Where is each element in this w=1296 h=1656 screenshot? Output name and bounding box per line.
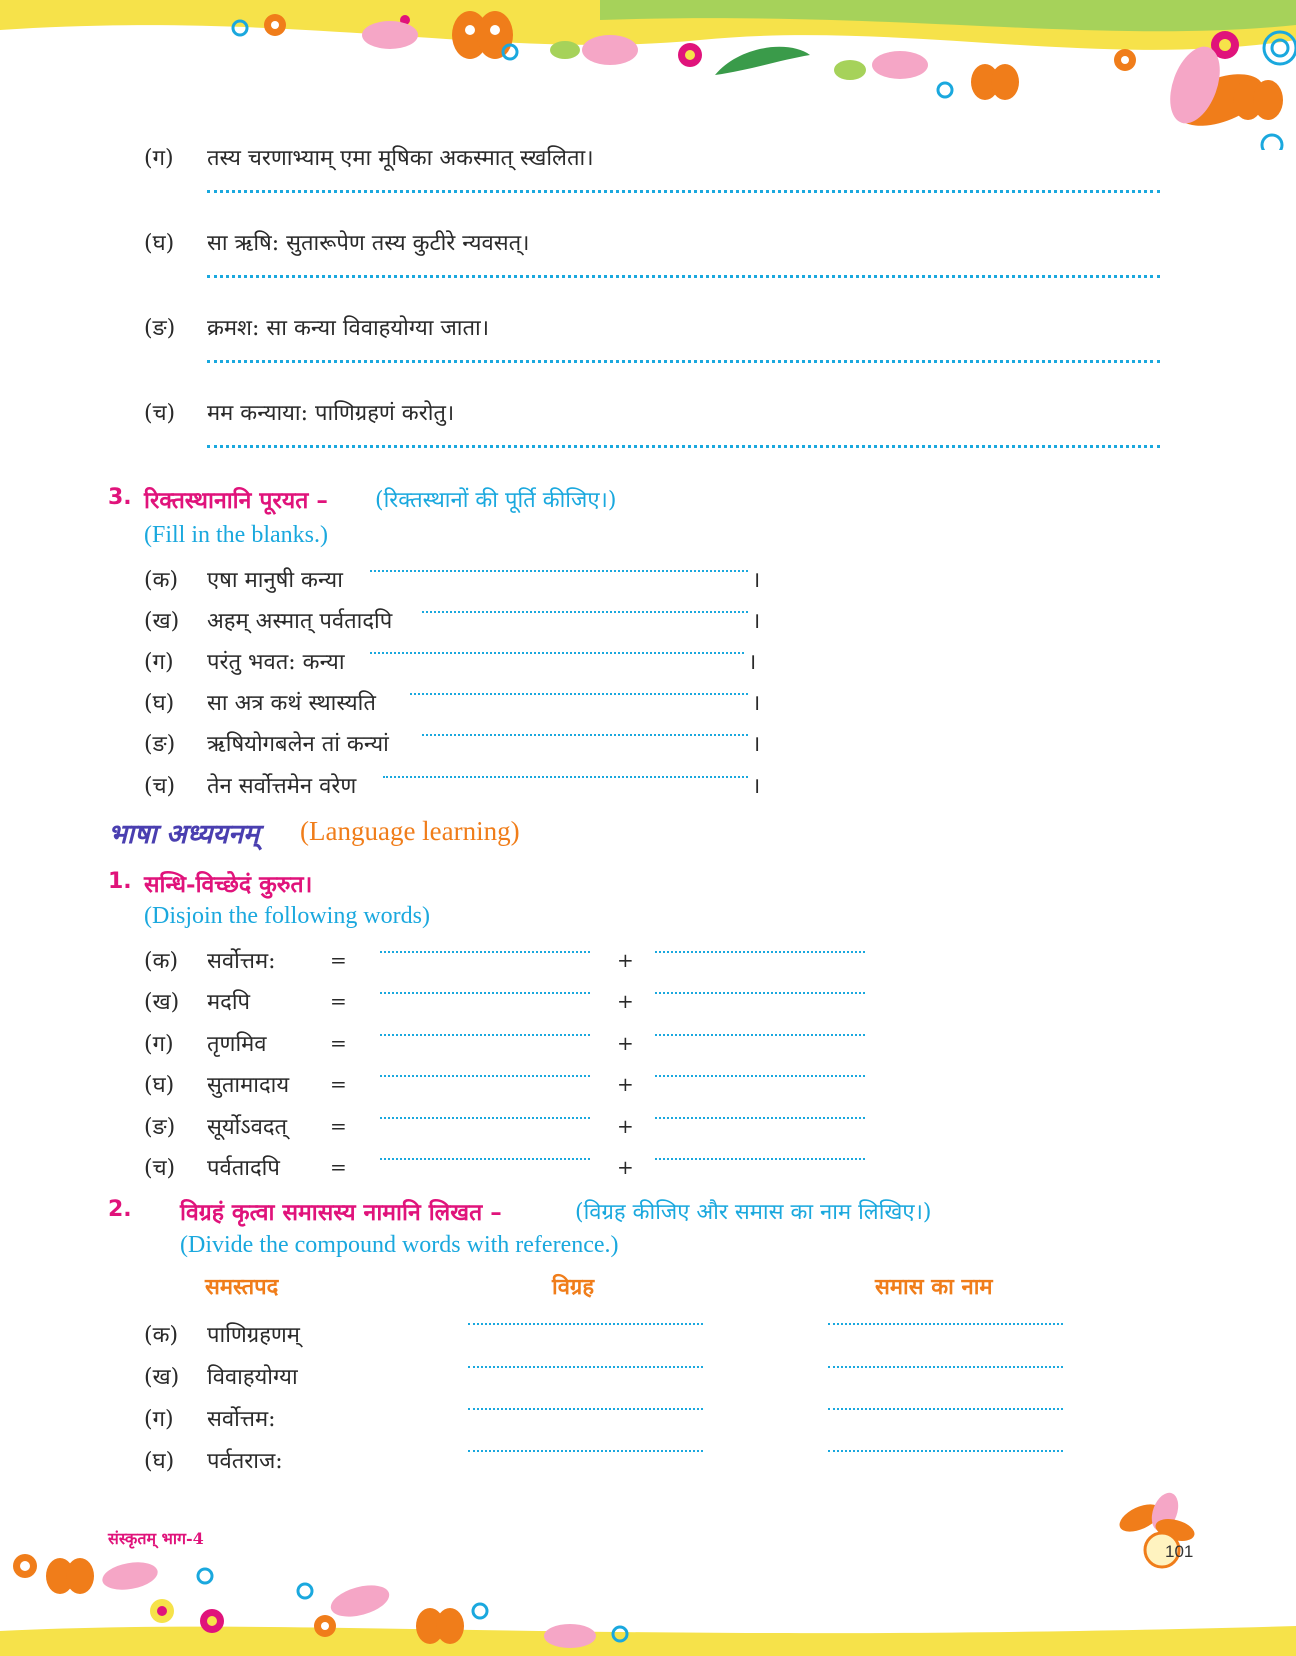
item-label: (च) [144, 401, 176, 426]
item-text: पर्वतराज: [207, 1449, 283, 1474]
item-label: (घ) [144, 1449, 175, 1474]
item-text: अहम् अस्मात् पर्वतादपि [207, 609, 393, 634]
item-text: सर्वोत्तम: [207, 1407, 276, 1432]
item-text: एषा मानुषी कन्या [207, 568, 343, 593]
plus-sign: + [617, 1031, 634, 1055]
question-number: 2. [108, 1197, 132, 1222]
question-title: विग्रहं कृत्वा समासस्य नामानि लिखत – [180, 1199, 502, 1226]
item-label: (क) [144, 949, 179, 974]
question-title: सन्धि-विच्छेदं कुरुत। [144, 871, 313, 898]
butterfly-icon [971, 64, 1283, 120]
item-text: तृणमिव [207, 1032, 267, 1057]
item-label: (ख) [144, 1365, 180, 1390]
plus-sign: + [617, 1114, 634, 1138]
item-label: (ग) [144, 1407, 174, 1432]
blank-line[interactable] [655, 992, 865, 994]
danda: । [752, 774, 761, 799]
item-label: (घ) [144, 691, 175, 716]
column-header: विग्रह [552, 1274, 595, 1300]
danda: । [752, 691, 761, 716]
answer-line[interactable] [207, 445, 1160, 448]
blank-line[interactable] [828, 1450, 1063, 1452]
blank-line[interactable] [655, 1158, 865, 1160]
danda: । [752, 732, 761, 757]
item-text: सूर्योऽवदत् [207, 1115, 288, 1140]
item-text: सा ऋषि: सुतारूपेण तस्य कुटीरे न्यवसत्। [207, 231, 530, 256]
item-label: (घ) [144, 1073, 175, 1098]
blank-line[interactable] [828, 1366, 1063, 1368]
question-english: (Disjoin the following words) [144, 903, 430, 929]
item-text: मदपि [207, 990, 251, 1015]
blank-line[interactable] [468, 1408, 703, 1410]
blank-line[interactable] [468, 1366, 703, 1368]
question-english: (Divide the compound words with reference.) [180, 1232, 619, 1258]
blank-line[interactable] [655, 1034, 865, 1036]
danda: । [752, 568, 761, 593]
blank-line[interactable] [380, 1117, 590, 1119]
item-label: (ग) [144, 1032, 174, 1057]
blank-line[interactable] [380, 1034, 590, 1036]
blank-line[interactable] [410, 693, 748, 695]
item-text: परंतु भवत: कन्या [207, 650, 345, 675]
page-number: 101 [1165, 1542, 1194, 1561]
blank-line[interactable] [468, 1323, 703, 1325]
item-text: ऋषियोगबलेन तां कन्यां [207, 732, 389, 757]
plus-sign: + [617, 989, 634, 1013]
item-label: (ङ) [144, 316, 176, 341]
item-label: (च) [144, 774, 176, 799]
section-title: भाषा अध्ययनम् [108, 819, 260, 850]
item-label: (घ) [144, 231, 175, 256]
item-text: तेन सर्वोत्तमेन वरेण [207, 774, 357, 799]
item-label: (क) [144, 568, 179, 593]
item-text: पाणिग्रहणम् [207, 1323, 300, 1348]
plus-sign: + [617, 1072, 634, 1096]
question-number: 1. [108, 869, 132, 894]
danda: । [748, 650, 757, 675]
question-hindi: (रिक्तस्थानों की पूर्ति कीजिए।) [375, 488, 617, 513]
blank-line[interactable] [655, 951, 865, 953]
item-label: (ख) [144, 990, 180, 1015]
blank-line[interactable] [422, 734, 748, 736]
blank-line[interactable] [422, 611, 748, 613]
question-title: रिक्तस्थानानि पूरयत – [144, 487, 328, 514]
blank-line[interactable] [370, 570, 748, 572]
item-text: विवाहयोग्या [207, 1365, 298, 1390]
column-header: समस्तपद [205, 1274, 279, 1300]
blank-line[interactable] [380, 951, 590, 953]
item-label: (ग) [144, 650, 174, 675]
item-label: (ङ) [144, 732, 176, 757]
item-label: (च) [144, 1156, 176, 1181]
equals-sign: = [330, 1031, 347, 1055]
blank-line[interactable] [380, 992, 590, 994]
answer-line[interactable] [207, 275, 1160, 278]
blank-line[interactable] [655, 1117, 865, 1119]
item-text: तस्य चरणाभ्याम् एमा मूषिका अकस्मात् स्खलिता। [207, 146, 594, 171]
book-title: संस्कृतम् भाग-4 [108, 1529, 204, 1548]
answer-line[interactable] [207, 190, 1160, 193]
item-text: पर्वतादपि [207, 1156, 280, 1181]
column-header: समास का नाम [875, 1274, 993, 1300]
top-floral-border [0, 0, 1296, 150]
blank-line[interactable] [370, 652, 744, 654]
question-english: (Fill in the blanks.) [144, 522, 328, 548]
item-text: सुतामादाय [207, 1073, 290, 1098]
bottom-floral-border [0, 1536, 1296, 1656]
blank-line[interactable] [828, 1323, 1063, 1325]
blank-line[interactable] [828, 1408, 1063, 1410]
answer-line[interactable] [207, 360, 1160, 363]
item-text: सर्वोत्तम: [207, 949, 276, 974]
item-label: (क) [144, 1323, 179, 1348]
equals-sign: = [330, 1155, 347, 1179]
blank-line[interactable] [655, 1075, 865, 1077]
blank-line[interactable] [380, 1158, 590, 1160]
equals-sign: = [330, 1114, 347, 1138]
question-number: 3. [108, 485, 132, 510]
item-text: मम कन्याया: पाणिग्रहणं करोतु। [207, 401, 455, 426]
danda: । [752, 609, 761, 634]
blank-line[interactable] [380, 1075, 590, 1077]
plus-sign: + [617, 1155, 634, 1179]
question-hindi: (विग्रह कीजिए और समास का नाम लिखिए।) [575, 1200, 932, 1225]
blank-line[interactable] [383, 776, 748, 778]
item-text: क्रमश: सा कन्या विवाहयोग्या जाता। [207, 316, 490, 341]
item-label: (ख) [144, 609, 180, 634]
plus-sign: + [617, 948, 634, 972]
item-label: (ङ) [144, 1115, 176, 1140]
blank-line[interactable] [468, 1450, 703, 1452]
item-text: सा अत्र कथं स्थास्यति [207, 691, 376, 716]
item-label: (ग) [144, 146, 174, 171]
equals-sign: = [330, 948, 347, 972]
equals-sign: = [330, 989, 347, 1013]
equals-sign: = [330, 1072, 347, 1096]
section-title-english: (Language learning) [300, 816, 520, 846]
